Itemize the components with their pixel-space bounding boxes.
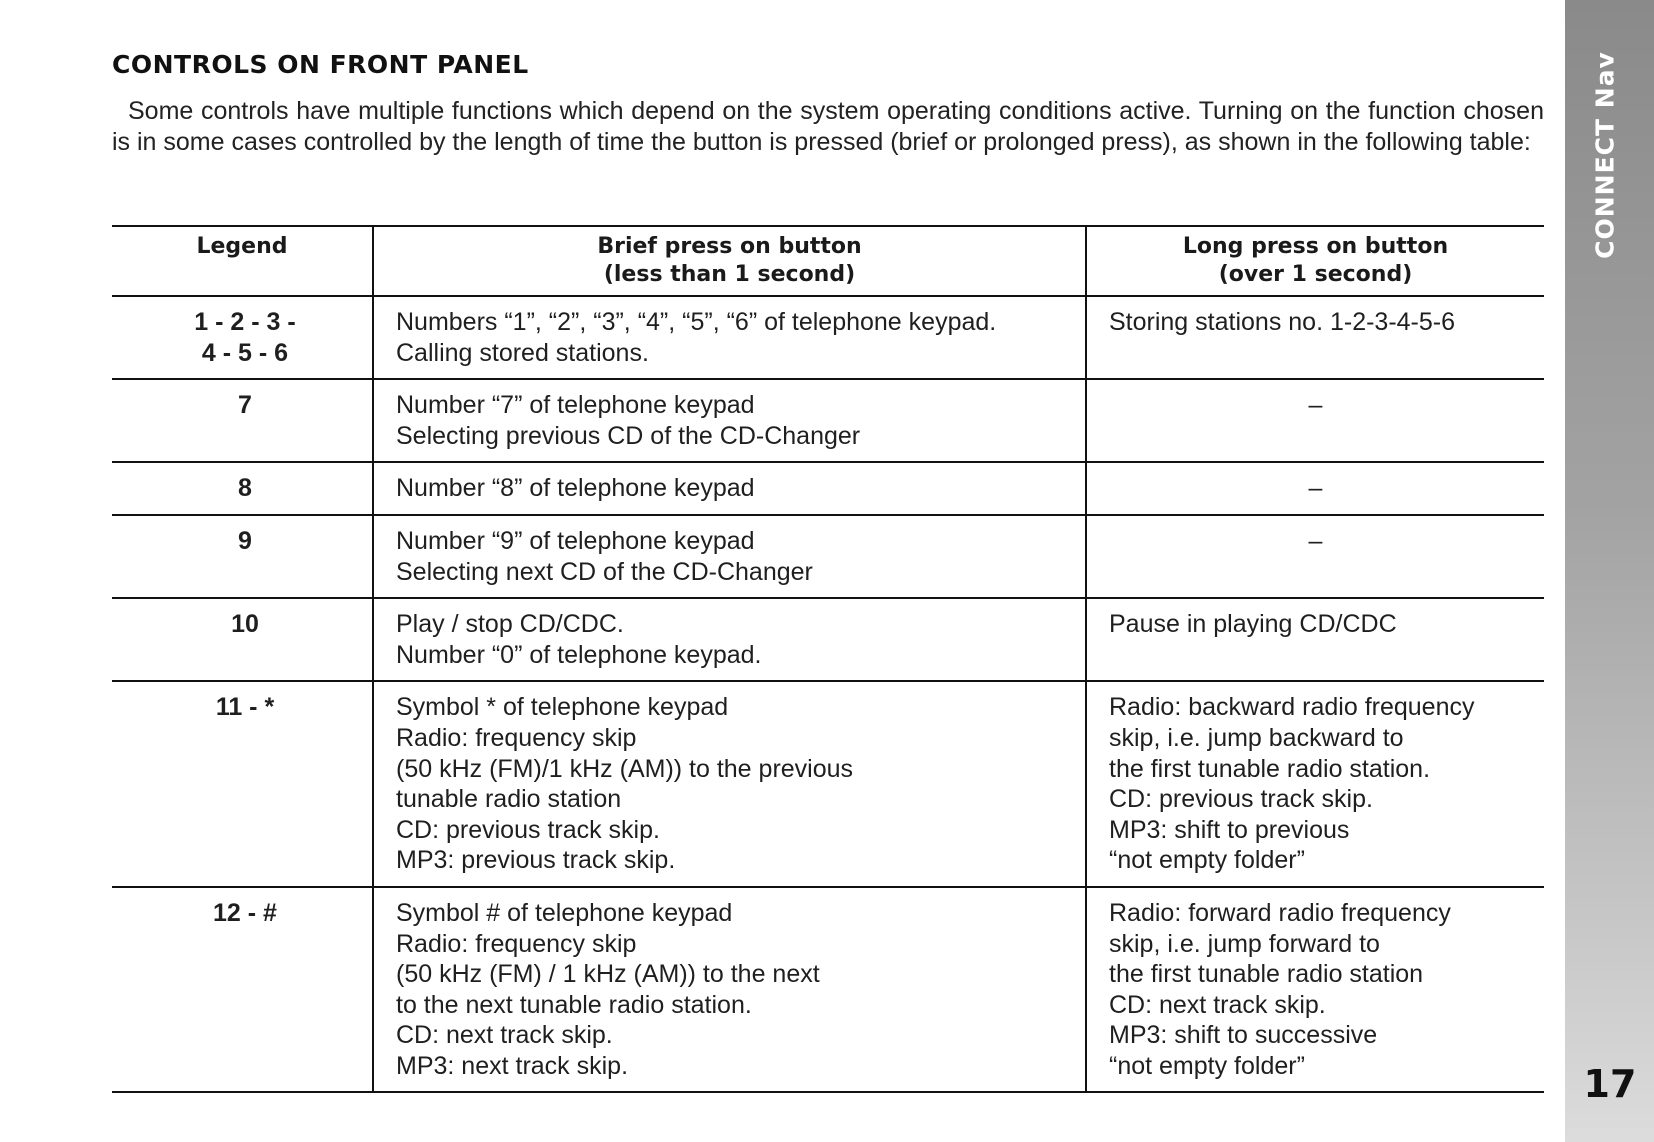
long-press-line: –	[1308, 474, 1323, 503]
brief-press-line: tunable radio station	[396, 785, 622, 814]
long-press-line: the first tunable radio station.	[1109, 754, 1431, 783]
long-press-line: MP3: shift to successive	[1109, 1021, 1378, 1050]
brief-press-line: CD: previous track skip.	[396, 815, 660, 844]
table-row	[112, 379, 1544, 462]
table-header-row	[112, 226, 1544, 296]
table-row	[112, 462, 1544, 515]
brief-press-line: Radio: frequency skip	[396, 929, 637, 958]
brief-press-line: Selecting next CD of the CD-Changer	[396, 557, 813, 586]
long-press-cell	[1086, 379, 1544, 462]
brief-press-line: Symbol # of telephone keypad	[396, 898, 733, 927]
long-press-line: the first tunable radio station	[1109, 960, 1424, 989]
long-press-cell	[1086, 887, 1544, 1093]
brief-press-cell	[373, 681, 1086, 887]
brief-press-line: (50 kHz (FM)/1 kHz (AM)) to the previous	[396, 754, 854, 783]
long-press-line: Pause in playing CD/CDC	[1109, 610, 1397, 639]
legend-line: 4 - 5 - 6	[201, 338, 289, 367]
brief-press-line: Numbers “1”, “2”, “3”, “4”, “5”, “6” of telephone keypad.	[396, 308, 997, 336]
legend-line: 1 - 2 - 3 -	[194, 308, 296, 336]
side-tab-title: CONNECT Nav	[1590, 51, 1620, 259]
header-long-line: Long press on button	[1182, 234, 1449, 259]
header-brief-line: Brief press on button	[597, 234, 862, 259]
legend-cell	[112, 515, 373, 598]
long-press-line: “not empty folder”	[1109, 846, 1305, 875]
legend-cell	[112, 462, 373, 515]
long-press-line: CD: previous track skip.	[1109, 785, 1373, 814]
legend-cell	[112, 681, 373, 887]
table-row	[112, 515, 1544, 598]
long-press-cell	[1086, 462, 1544, 515]
brief-press-line: Selecting previous CD of the CD-Changer	[396, 421, 861, 450]
brief-press-line: Number “9” of telephone keypad	[396, 526, 755, 555]
long-press-cell	[1086, 681, 1544, 887]
legend-line: 9	[238, 526, 252, 555]
header-legend	[112, 226, 373, 296]
long-press-line: –	[1308, 526, 1323, 555]
brief-press-cell	[373, 598, 1086, 681]
brief-press-line: (50 kHz (FM) / 1 kHz (AM)) to the next	[396, 960, 820, 989]
brief-press-line: CD: next track skip.	[396, 1021, 613, 1050]
brief-press-line: Symbol * of telephone keypad	[396, 693, 729, 722]
header-brief-press	[373, 226, 1086, 296]
long-press-line: skip, i.e. jump backward to	[1109, 723, 1404, 752]
long-press-line: “not empty folder”	[1109, 1051, 1305, 1080]
header-brief-line: (less than 1 second)	[603, 262, 856, 287]
long-press-line: Radio: backward radio frequency	[1109, 693, 1475, 722]
brief-press-cell	[373, 462, 1086, 515]
long-press-line: –	[1308, 391, 1323, 420]
long-press-cell	[1086, 598, 1544, 681]
table-body	[112, 296, 1544, 1092]
legend-cell	[112, 598, 373, 681]
brief-press-cell	[373, 296, 1086, 379]
brief-press-line: MP3: previous track skip.	[396, 846, 676, 875]
brief-press-line: Number “7” of telephone keypad	[396, 391, 755, 420]
legend-cell	[112, 379, 373, 462]
legend-line: 8	[238, 474, 252, 503]
legend-line: 10	[231, 610, 259, 639]
brief-press-line: Calling stored stations.	[396, 338, 649, 367]
header-legend-label: Legend	[196, 234, 288, 259]
brief-press-line: to the next tunable radio station.	[396, 990, 752, 1019]
long-press-line: Radio: forward radio frequency	[1109, 898, 1451, 927]
legend-line: 11 - *	[215, 693, 275, 722]
page-number: 17	[1583, 1062, 1637, 1106]
long-press-cell	[1086, 515, 1544, 598]
table-row	[112, 681, 1544, 887]
table-row	[112, 296, 1544, 379]
long-press-cell	[1086, 296, 1544, 379]
long-press-line: skip, i.e. jump forward to	[1109, 929, 1380, 958]
brief-press-line: Radio: frequency skip	[396, 723, 637, 752]
header-long-press	[1086, 226, 1544, 296]
brief-press-cell	[373, 379, 1086, 462]
brief-press-cell	[373, 887, 1086, 1093]
header-long-line: (over 1 second)	[1218, 262, 1413, 287]
legend-cell	[112, 296, 373, 379]
long-press-line: Storing stations no. 1-2-3-4-5-6	[1109, 308, 1456, 336]
brief-press-line: Play / stop CD/CDC.	[396, 610, 624, 639]
long-press-line: CD: next track skip.	[1109, 990, 1326, 1019]
table-row	[112, 887, 1544, 1093]
legend-line: 12 - #	[213, 898, 277, 927]
brief-press-line: Number “8” of telephone keypad	[396, 474, 755, 503]
legend-line: 7	[238, 391, 252, 420]
brief-press-line: MP3: next track skip.	[396, 1051, 629, 1080]
table-row	[112, 598, 1544, 681]
intro-paragraph: Some controls have multiple functions which depend on the system operating conditions active. Turning on the function chosen is in some cases controlled by the length of time the button is pressed (brief or prolonged press), as shown in the following table:	[112, 97, 1544, 156]
brief-press-line: Number “0” of telephone keypad.	[396, 640, 762, 669]
long-press-line: MP3: shift to previous	[1109, 815, 1350, 844]
section-title: CONTROLS ON FRONT PANEL	[112, 50, 529, 79]
legend-cell	[112, 887, 373, 1093]
controls-table	[112, 225, 1544, 1093]
brief-press-cell	[373, 515, 1086, 598]
